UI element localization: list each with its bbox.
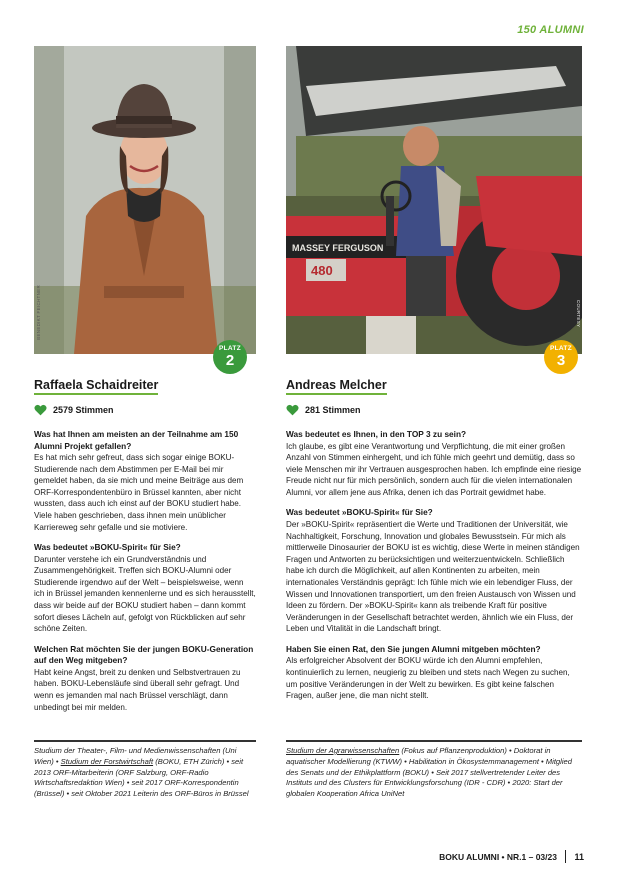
- career-bio: [34, 746, 256, 800]
- bio-text: (BOKU, ETH Zürich) • seit 2013 ORF-Mitarbeiterin (ORF Salzburg, ORF-Radio Wirtschaftsredaktion Wien) • seit 2017 ORF-Korrespondentin (Brüssel) • seit Oktober 2021 Leiterin des ORF-Büros in Brüssel: [34, 756, 249, 799]
- interview-answer: Als erfolgreicher Absolvent der BOKU würde ich den Alumni empfehlen, kontinuierlich zu lernen, neugierig zu bleiben und stets nach Wegen zu suchen, um positive Veränderungen in der Welt zu bewirken. Es gibt keine falschen Fragen, außer jene, die man nicht stellt.: [286, 656, 570, 701]
- alumni-column-1: [34, 376, 256, 713]
- interview-answer: Darunter verstehe ich ein Grundverständnis und Zusammengehörigkeit. Treffen sich BOKU-Alumni oder Studierende irgendwo auf der Welt – beispielsweise, wenn ich in Brüssel jemanden kennenlerne und es sich herausstellt, dass wir beide auf der BOKU studiert haben – dann kommt sofort dieses Lächeln auf, gefolgt von Rückblicken auf sehr schöne Zeiten.: [34, 554, 256, 634]
- alumni-column-2: [286, 376, 582, 702]
- page-number: 11: [574, 851, 584, 862]
- vote-count: [286, 404, 582, 416]
- photo-credit: COURTESY: [576, 300, 581, 328]
- interview-answer: Der »BOKU-Spirit« repräsentiert die Werte und Traditionen der Universität, wie Nachhaltigkeit, Forschung, Innovation und globales Bewusstsein. Für mich als mittlerweile Dinosaurier der BOKU ist es wichtig, diese Werte in meinen ständigen Fragen und Antworten zu berücksichtigen und weiterzuentwickeln. Schließlich habe ich durch die Möglichkeit, auf allen Kontinenten zu arbeiten, mein internationales Verständnis geprägt: Ich fühle mich wie ein lebendiger Fluss, der Wissen und Innovationen transportiert, um den freien Austausch von Wissen und Ideen zu fördern. Der »BOKU-Spirit« kann als treibende Kraft für positive Veränderungen in der Gesellschaft betrachtet werden, ähnlich wie ein Fluss, der Leben und Vitalität in die Landschaft bringt.: [286, 519, 580, 634]
- section-tag: 150 ALUMNI: [517, 24, 584, 36]
- bio-underlined-study: Studium der Forstwirtschaft: [60, 756, 154, 766]
- photo-credit: BENEDIKT FEICHTNER: [36, 285, 41, 340]
- interview-question: Was bedeutet »BOKU-Spirit« für Sie?: [34, 542, 181, 553]
- interview-answer: Ich glaube, es gibt eine Verantwortung und Verpflichtung, die mit einer großen Anzahl von Stimmen einhergeht, und ich fühle mich geehrt und demütig, dass so viele Menschen mir ihr Vertrauen ausgesprochen haben. Ich empfinde eine riesige Freude nicht nur für mich persönlich, sondern auch für die vielen internationalen Alumni, vor allem jene aus Afrika, denen ich das Portrait gewidmet habe.: [286, 441, 582, 497]
- interview-question: Welchen Rat möchten Sie der jungen BOKU-Generation auf den Weg mitgeben?: [34, 643, 254, 666]
- interview-answer: Es hat mich sehr gefreut, dass sich sogar einige BOKU-Studierende nach dem Abstimmen per E-Mail bei mir gemeldet haben, da sie mich und meine Beiträge aus dem ORF-Korrespondentenbüro in Brüssel kannten, aber nicht wussten, dass auch ich einst auf der BOKU studiert habe. Viele haben geschrieben, dass ihnen mein unüblicher Karriereweg sehr gefalle und sie motiviere.: [34, 453, 244, 532]
- heart-icon: [286, 404, 299, 416]
- vote-count: [34, 404, 256, 416]
- rank-badge: [544, 340, 578, 374]
- interview-question: Was bedeutet es Ihnen, in den TOP 3 zu sein?: [286, 429, 467, 439]
- rank-label: PLATZ: [550, 344, 572, 352]
- page-footer: [439, 850, 584, 863]
- publication-info: BOKU ALUMNI • NR.1 – 03/23: [439, 851, 557, 862]
- career-bio: [286, 746, 582, 800]
- heart-icon: [34, 404, 47, 416]
- divider: [286, 740, 582, 742]
- vote-count-text: 281 Stimmen: [305, 405, 361, 415]
- alumni-name: Andreas Melcher: [286, 378, 387, 395]
- interview-question: Haben Sie einen Rat, den Sie jungen Alumni mitgeben möchten?: [286, 643, 541, 654]
- rank-number: 3: [556, 352, 566, 370]
- interview-answer: Habt keine Angst, breit zu denken und Selbstvertrauen zu haben. BOKU-Lebensläufe sind überall sehr gefragt. Und wenn es jemanden mal nach Brüssel verschlägt, dann unbedingt bei mir melden.: [34, 667, 241, 712]
- rank-badge: [213, 340, 247, 374]
- tractor-model-text: 480: [311, 263, 333, 278]
- alumni-name: Raffaela Schaidreiter: [34, 378, 158, 395]
- portrait-photo-andreas: [286, 46, 582, 354]
- divider: [34, 740, 256, 742]
- bio-text: Studium der Theater-, Film- und Medienwissenschaften (Uni Wien) •: [34, 746, 237, 766]
- bio-text: (Fokus auf Pflanzenproduktion) • Doktorat in aquatischer Modellierung (KTWW) • Habilitation in Ökosystemmanagement • Mitglied des Senats und der Ethikplattform (BOKU) • Seit 2017 stellvertretender Leiter des Instituts und des Clusters für Entwicklungsforschung (IDR - CDR) • 2020: Start der globalen Kooperation Africa UniNet: [286, 746, 572, 799]
- rank-number: 2: [225, 352, 235, 370]
- tractor-brand-text: MASSEY FERGUSON: [292, 243, 384, 253]
- footer-divider: [565, 850, 567, 863]
- bio-underlined-study: Studium der Agrarwissenschaften: [286, 746, 400, 755]
- vote-count-text: 2579 Stimmen: [53, 405, 114, 415]
- portrait-photo-raffaela: [34, 46, 256, 354]
- rank-label: PLATZ: [219, 344, 241, 352]
- interview-question: Was bedeutet »BOKU-Spirit« für Sie?: [286, 507, 433, 518]
- interview-question: Was hat Ihnen am meisten an der Teilnahme am 150 Alumni Projekt gefallen?: [34, 429, 239, 451]
